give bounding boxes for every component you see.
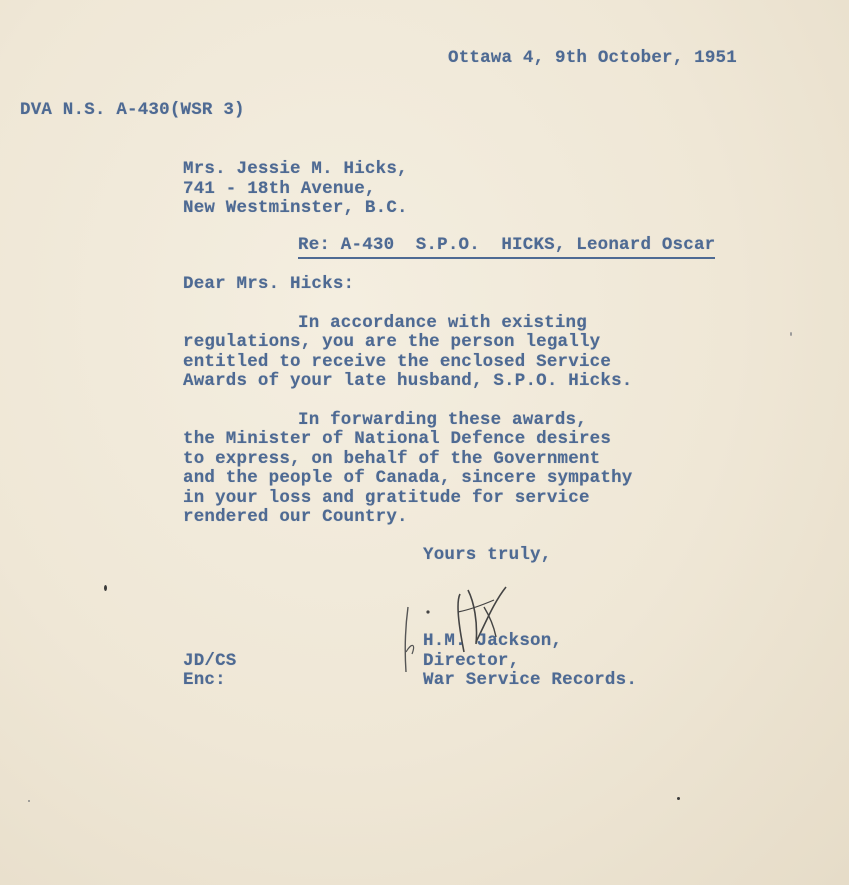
signatory-office: War Service Records. bbox=[423, 670, 638, 690]
recipient-city: New Westminster, B.C. bbox=[183, 198, 408, 218]
paper-speck bbox=[677, 797, 680, 800]
salutation: Dear Mrs. Hicks: bbox=[183, 274, 355, 294]
file-reference: DVA N.S. A-430(WSR 3) bbox=[20, 100, 245, 120]
paragraph-line: the Minister of National Defence desires bbox=[183, 429, 612, 449]
enclosure-note: Enc: bbox=[183, 670, 226, 690]
paragraph-line: Awards of your late husband, S.P.O. Hicks. bbox=[183, 371, 633, 391]
paragraph-line: and the people of Canada, sincere sympathy bbox=[183, 468, 633, 488]
recipient-name: Mrs. Jessie M. Hicks, bbox=[183, 159, 408, 179]
paragraph-line: in your loss and gratitude for service bbox=[183, 488, 590, 508]
reference-initials: JD/CS bbox=[183, 651, 237, 671]
closing: Yours truly, bbox=[423, 545, 552, 565]
subject-line: Re: A-430 S.P.O. HICKS, Leonard Oscar bbox=[298, 236, 715, 259]
recipient-street: 741 - 18th Avenue, bbox=[183, 179, 376, 199]
paragraph-line: entitled to receive the enclosed Service bbox=[183, 352, 612, 372]
paper-speck bbox=[104, 585, 107, 591]
signatory-title: Director, bbox=[423, 651, 520, 671]
date-line: Ottawa 4, 9th October, 1951 bbox=[448, 48, 737, 68]
paragraph-line: to express, on behalf of the Government bbox=[183, 449, 601, 469]
paragraph-line: In forwarding these awards, bbox=[298, 410, 587, 430]
paragraph-line: In accordance with existing bbox=[298, 313, 587, 333]
paragraph-line: rendered our Country. bbox=[183, 507, 408, 527]
paragraph-line: regulations, you are the person legally bbox=[183, 332, 601, 352]
paper-speck bbox=[790, 332, 792, 336]
paper-speck bbox=[28, 800, 30, 802]
signatory-name: H.M. Jackson, bbox=[423, 631, 563, 651]
